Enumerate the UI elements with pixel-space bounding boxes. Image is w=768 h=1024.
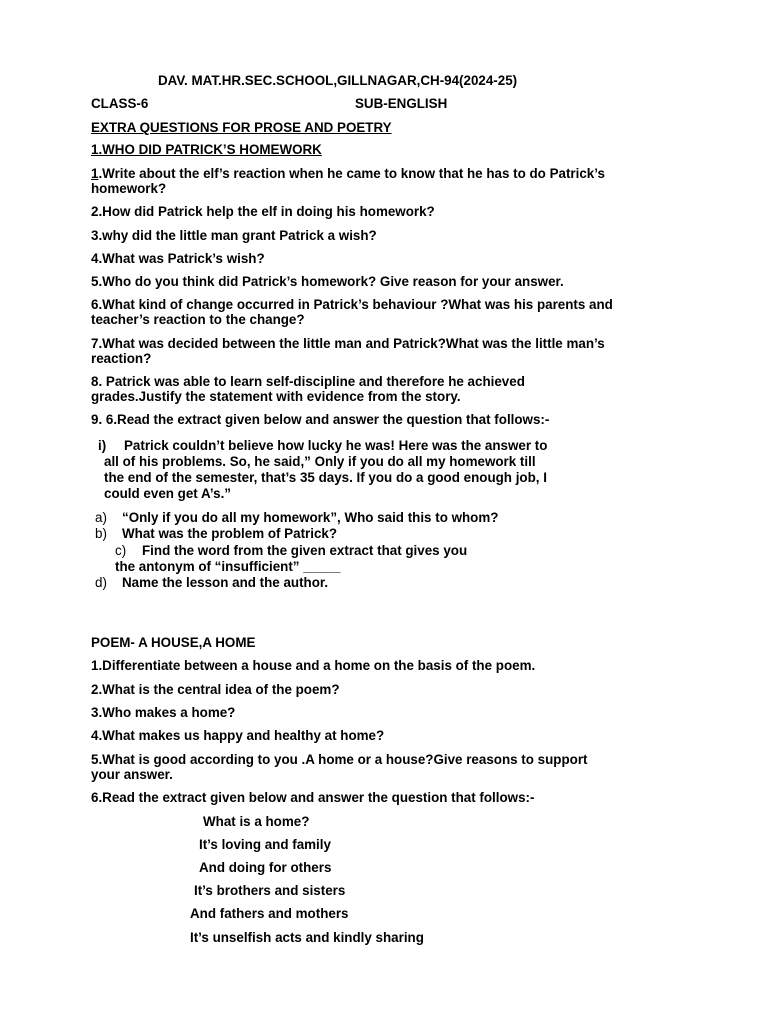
poem-question-5: 5.What is good according to you .A home or a house?Give reasons to support: [91, 752, 588, 767]
poem-line: It’s loving and family: [199, 837, 331, 852]
prose-question-2: 2.How did Patrick help the elf in doing his homework?: [91, 204, 435, 219]
prose-question-5: 5.Who do you think did Patrick’s homework? Give reason for your answer.: [91, 274, 564, 289]
poem-line: And doing for others: [199, 860, 332, 875]
section-title: EXTRA QUESTIONS FOR PROSE AND POETRY: [91, 120, 392, 135]
prose-question-4: 4.What was Patrick’s wish?: [91, 251, 265, 266]
question-1-number: 1: [91, 166, 99, 181]
extract-line: the end of the semester, that’s 35 days. If you do a good enough job, I: [104, 470, 547, 485]
sub-question-text: Name the lesson and the author.: [122, 575, 329, 590]
prose-question-6-cont: teacher’s reaction to the change?: [91, 312, 305, 327]
list-marker: a): [95, 510, 107, 525]
poem-question-4: 4.What makes us happy and healthy at home?: [91, 728, 385, 743]
list-marker: d): [95, 575, 107, 590]
prose-title: 1.WHO DID PATRICK’S HOMEWORK: [91, 142, 322, 157]
prose-question-1-cont: homework?: [91, 181, 167, 196]
poem-line: It’s unselfish acts and kindly sharing: [190, 930, 424, 945]
prose-question-1: [91, 166, 605, 181]
extract-line: could even get A’s.”: [104, 486, 231, 501]
sub-question-c: [115, 543, 467, 558]
poem-question-2: 2.What is the central idea of the poem?: [91, 682, 340, 697]
poem-line: And fathers and mothers: [190, 906, 349, 921]
extract-line: Patrick couldn’t believe how lucky he was! Here was the answer to: [124, 438, 548, 453]
poem-question-3: 3.Who makes a home?: [91, 705, 236, 720]
poem-question-1: 1.Differentiate between a house and a home on the basis of the poem.: [91, 658, 536, 673]
question-1-text: .Write about the elf’s reaction when he came to know that he has to do Patrick’s: [98, 166, 605, 181]
list-marker: b): [95, 526, 107, 541]
sub-question-a: [95, 510, 498, 525]
sub-question-b: [95, 526, 337, 541]
subject-label: SUB-ENGLISH: [355, 96, 448, 111]
poem-line: It’s brothers and sisters: [194, 883, 346, 898]
prose-question-9: 9. 6.Read the extract given below and answer the question that follows:-: [91, 412, 550, 427]
sub-question-d: [95, 575, 328, 590]
sub-question-text: “Only if you do all my homework”, Who said this to whom?: [122, 510, 499, 525]
sub-question-c-cont: the antonym of “insufficient” _____: [115, 559, 341, 574]
poem-question-5-cont: your answer.: [91, 767, 173, 782]
prose-question-8-cont: grades.Justify the statement with evidence from the story.: [91, 389, 461, 404]
prose-question-7-cont: reaction?: [91, 351, 152, 366]
school-name: DAV. MAT.HR.SEC.SCHOOL,GILLNAGAR,CH-94(2024-25): [158, 73, 518, 88]
prose-question-6: 6.What kind of change occurred in Patrick’s behaviour ?What was his parents and: [91, 297, 613, 312]
poem-title: POEM- A HOUSE,A HOME: [91, 635, 256, 650]
extract-number: i): [98, 438, 107, 453]
prose-question-7: 7.What was decided between the little man and Patrick?What was the little man’s: [91, 336, 605, 351]
sub-question-text: What was the problem of Patrick?: [122, 526, 338, 541]
list-marker: c): [115, 543, 127, 558]
prose-question-3: 3.why did the little man grant Patrick a wish?: [91, 228, 377, 243]
extract-line: all of his problems. So, he said,” Only if you do all my homework till: [104, 454, 536, 469]
class-label: CLASS-6: [91, 96, 149, 111]
sub-question-text: Find the word from the given extract that gives you: [142, 543, 468, 558]
poem-line: What is a home?: [203, 814, 310, 829]
prose-question-8: 8. Patrick was able to learn self-discipline and therefore he achieved: [91, 374, 525, 389]
poem-question-6: 6.Read the extract given below and answer the question that follows:-: [91, 790, 535, 805]
